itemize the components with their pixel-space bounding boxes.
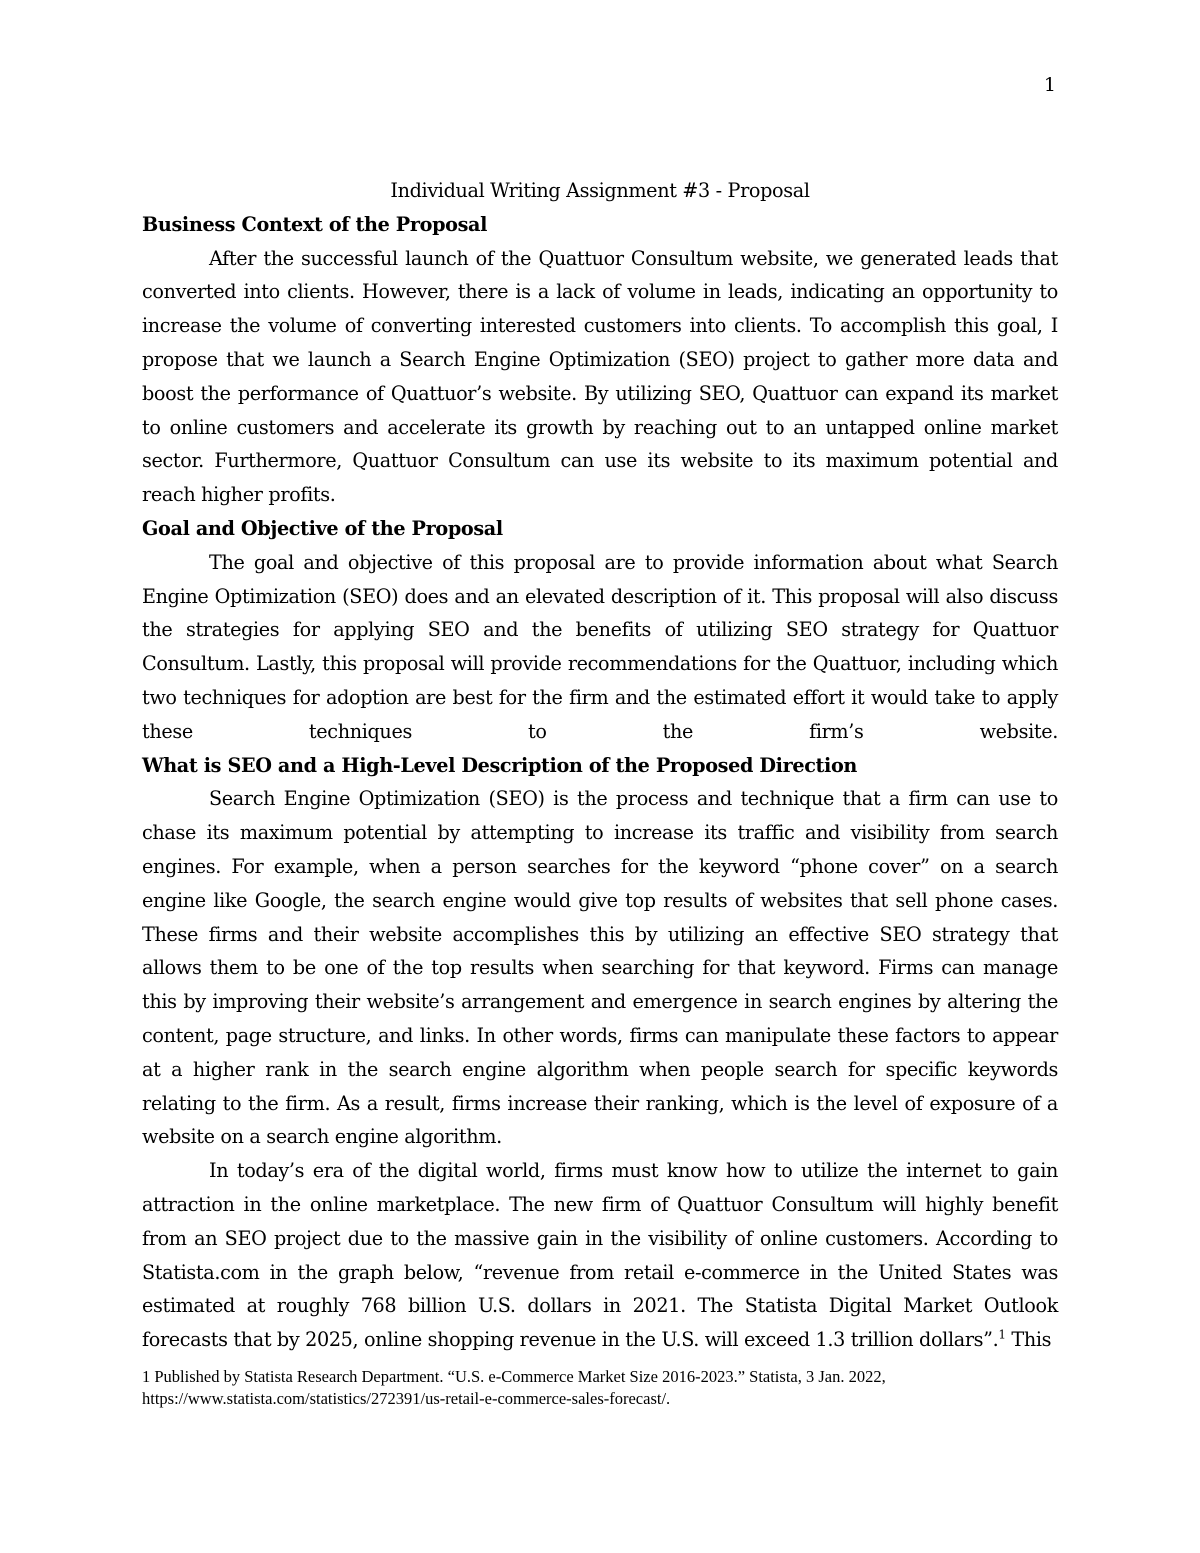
paragraph-seo-definition: Search Engine Optimization (SEO) is the process and technique that a firm can use to chase its maximum potential by attempting to increase its traffic and visibility from search engines. For example, when a person searches for the keyword “phone cover” on a search engine like Google, the search engine would give top results of websites that sell phone cases. These firms and their website accomplishes this by utilizing an effective SEO strategy that allows them to be one of the top results when searching for that keyword. Firms can manage this by improving their website’s arrangement and emergence in search engines by altering the content, page structure, and links. In other words, firms can manipulate these factors to appear at a higher rank in the search engine algorithm when people search for specific keywords relating to the firm. As a result, firms increase their ranking, which is the level of exposure of a website on a search engine algorithm.: [142, 787, 1058, 1149]
heading-business-context: Business Context of the Proposal: [142, 212, 488, 236]
heading-what-is-seo: What is SEO and a High-Level Description of the Proposed Direction: [142, 753, 858, 777]
document-body: [142, 174, 1058, 1357]
paragraph-goal-objective: The goal and objective of this proposal are to provide information about what Search Engine Optimization (SEO) does and an elevated description of it. This proposal will also discuss the strategies for applying SEO and the benefits of utilizing SEO strategy for Quattuor Consultum. Lastly, this proposal will provide recommendations for the Quattuor, including which two techniques for adoption are best for the firm and the estimated effort it would take to apply these techniques to the firm’s website.: [142, 550, 1058, 743]
paragraph-digital-era: [142, 1154, 1058, 1357]
document-title: Individual Writing Assignment #3 - Proposal: [390, 179, 810, 202]
footnote: 1 Published by Statista Research Department. “U.S. e-Commerce Market Size 2016-2023.” Statista, 3 Jan. 2022, https://www.statista.com/statistics/272391/us-retail-e-commerce-sales-forecast/.: [142, 1367, 886, 1408]
paragraph-digital-era-trailing: This: [1005, 1328, 1052, 1352]
heading-goal-objective: Goal and Objective of the Proposal: [142, 516, 503, 540]
paragraph-digital-era-text: In today’s era of the digital world, firms must know how to utilize the internet to gain attraction in the online marketplace. The new firm of Quattuor Consultum will highly benefit from an SEO project due to the massive gain in the visibility of online customers. According to Statista.com in the graph below, “revenue from retail e-commerce in the United States was estimated at roughly 768 billion U.S. dollars in 2021. The Statista Digital Market Outlook forecasts that by 2025, online shopping revenue in the U.S. will exceed 1.3 trillion dollars”.: [142, 1159, 1058, 1352]
page-number: 1: [1043, 74, 1056, 96]
footnote-reference: 1: [998, 1327, 1006, 1342]
paragraph-business-context: After the successful launch of the Quattuor Consultum website, we generated leads that converted into clients. However, there is a lack of volume in leads, indicating an opportunity to increase the volume of converting interested customers into clients. To accomplish this goal, I propose that we launch a Search Engine Optimization (SEO) project to gather more data and boost the performance of Quattuor’s website. By utilizing SEO, Quattuor can expand its market to online customers and accelerate its growth by reaching out to an untapped online market sector. Furthermore, Quattuor Consultum can use its website to its maximum potential and reach higher profits.: [142, 246, 1058, 507]
